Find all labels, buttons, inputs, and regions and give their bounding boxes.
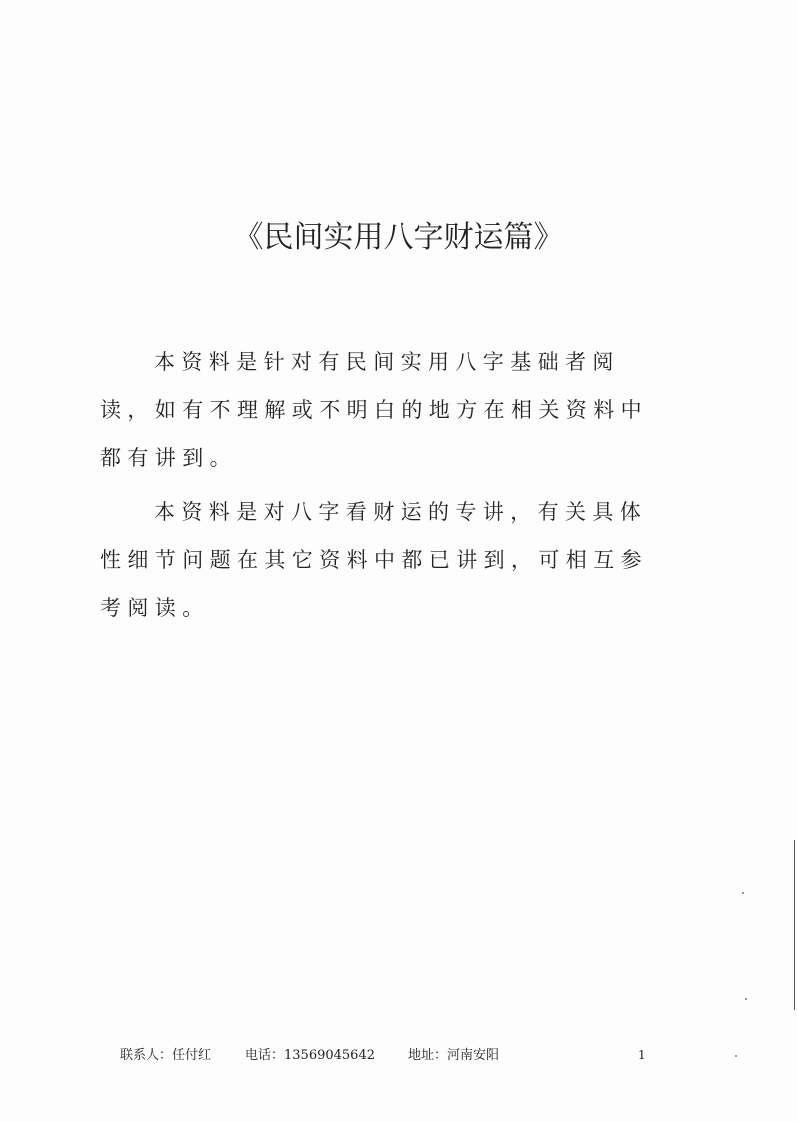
page-number: 1 [638, 1048, 646, 1062]
footer-phone: 电话：13569045642 [245, 1048, 375, 1063]
scan-speck [742, 892, 744, 894]
paragraph-note: 本资料是对八字看财运的专讲，有关具体性细节问题在其它资料中都已讲到，可相互参考阅读。 [100, 500, 648, 620]
scan-speck [735, 1055, 737, 1057]
document-title: 《民间实用八字财运篇》 [233, 220, 564, 255]
footer-address: 地址：河南安阳 [408, 1048, 500, 1063]
paragraph-intro: 本资料是针对有民间实用八字基础者阅读，如有不理解或不明白的地方在相关资料中都有讲到。 [100, 350, 648, 470]
footer-contact: 联系人：任付红 [120, 1048, 212, 1063]
scan-edge-line [794, 840, 795, 1010]
scan-speck [745, 998, 747, 1000]
